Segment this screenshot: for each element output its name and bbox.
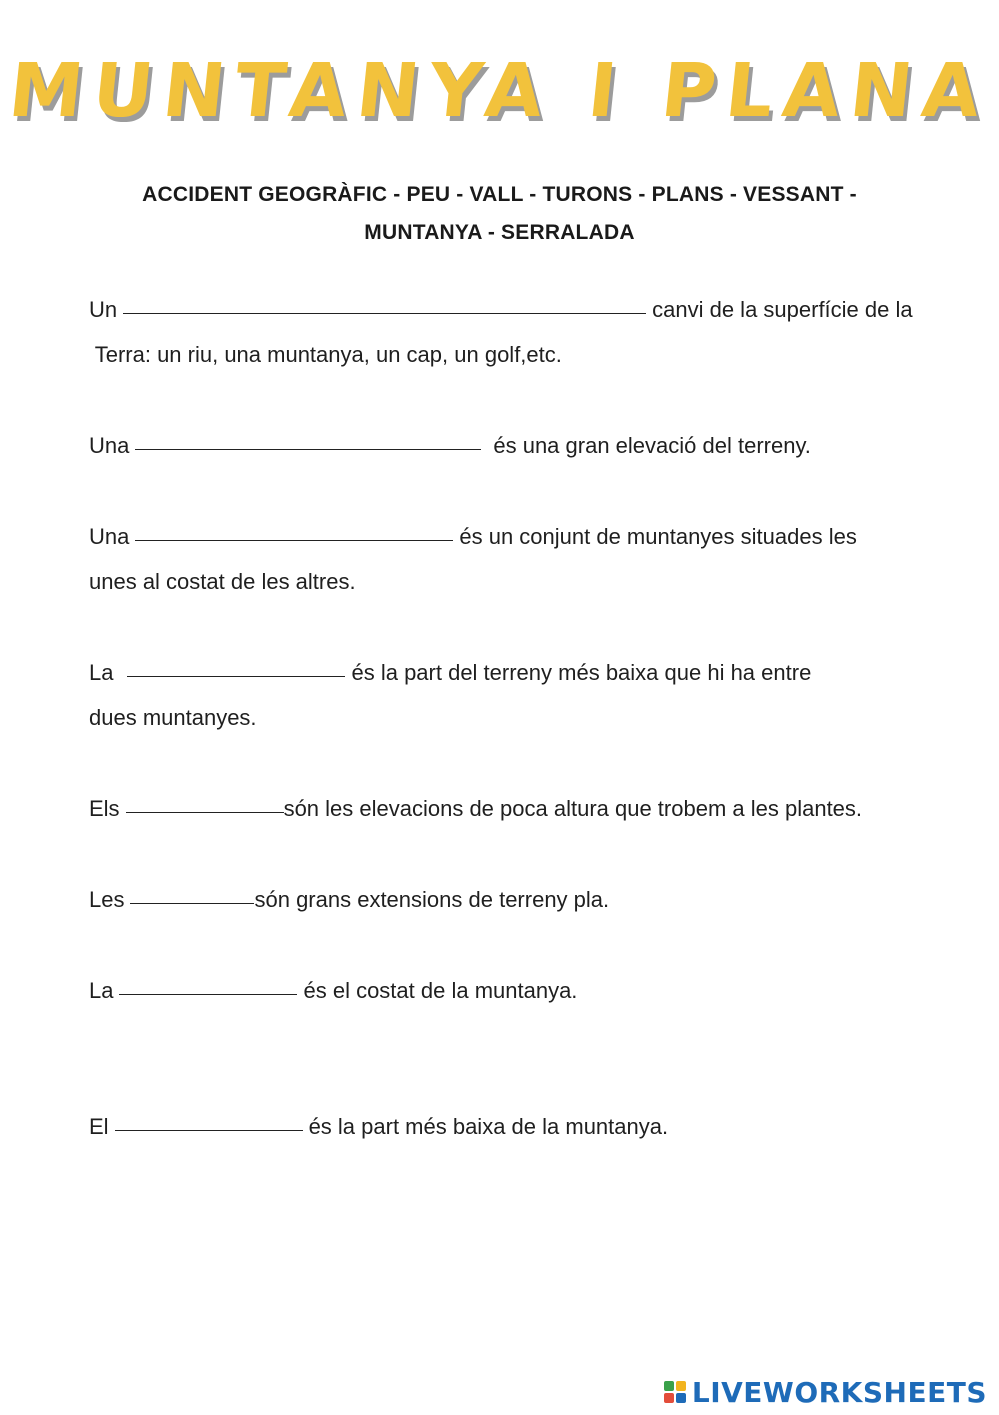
- sentence-3: [89, 514, 959, 604]
- sentence-prefix: Les: [89, 887, 125, 912]
- word-bank-line-1: ACCIDENT GEOGRÀFIC - PEU - VALL - TURONS - PLANS - VESSANT -: [142, 183, 857, 206]
- sentence-suffix: és una gran elevació del terreny.: [493, 433, 811, 458]
- sentence-suffix: és la part més baixa de la muntanya.: [308, 1114, 669, 1139]
- sentence-suffix: són les elevacions de poca altura que trobem a les plantes.: [283, 796, 863, 821]
- answer-blank-2[interactable]: [135, 423, 481, 450]
- sentence-suffix: canvi de la superfície de la: [652, 297, 913, 322]
- sentence-prefix: La: [89, 660, 114, 685]
- answer-blank-1[interactable]: [123, 287, 646, 314]
- answer-blank-6[interactable]: [130, 877, 254, 904]
- logo-text: LIVEWORKSHEETS: [691, 1375, 987, 1409]
- word-bank: [110, 176, 889, 252]
- sentence-suffix: és un conjunt de muntanyes situades les: [459, 524, 857, 549]
- sentence-prefix: Una: [89, 524, 130, 549]
- sentence-suffix: és la part del terreny més baixa que hi ha entre: [351, 660, 812, 685]
- liveworksheets-logo-icon: [664, 1381, 686, 1403]
- sentence-continuation: unes al costat de les altres.: [89, 569, 356, 594]
- answer-blank-4[interactable]: [127, 650, 345, 677]
- sentence-4: [89, 650, 959, 740]
- sentence-prefix: Una: [89, 433, 130, 458]
- answer-blank-3[interactable]: [135, 514, 453, 541]
- sentence-prefix: El: [89, 1114, 109, 1139]
- sentence-5: [89, 786, 959, 831]
- page-title: MUNTANYA I PLANA: [4, 48, 995, 134]
- sentence-continuation: Terra: un riu, una muntanya, un cap, un golf,etc.: [89, 342, 562, 367]
- sentence-6: [89, 877, 959, 922]
- sentence-prefix: La: [89, 978, 114, 1003]
- sentence-suffix: és el costat de la muntanya.: [303, 978, 578, 1003]
- sentence-prefix: Els: [89, 796, 120, 821]
- answer-blank-8[interactable]: [115, 1104, 303, 1131]
- sentence-2: [89, 423, 959, 468]
- answer-blank-5[interactable]: [126, 786, 284, 813]
- sentence-suffix: són grans extensions de terreny pla.: [254, 887, 610, 912]
- sentence-1: [89, 287, 959, 377]
- sentence-8: [89, 1104, 959, 1149]
- sentence-continuation: dues muntanyes.: [89, 705, 257, 730]
- answer-blank-7[interactable]: [119, 968, 297, 995]
- sentence-7: [89, 968, 959, 1013]
- word-bank-line-2: MUNTANYA - SERRALADA: [364, 221, 635, 244]
- liveworksheets-logo: [664, 1374, 987, 1410]
- sentence-prefix: Un: [89, 297, 118, 322]
